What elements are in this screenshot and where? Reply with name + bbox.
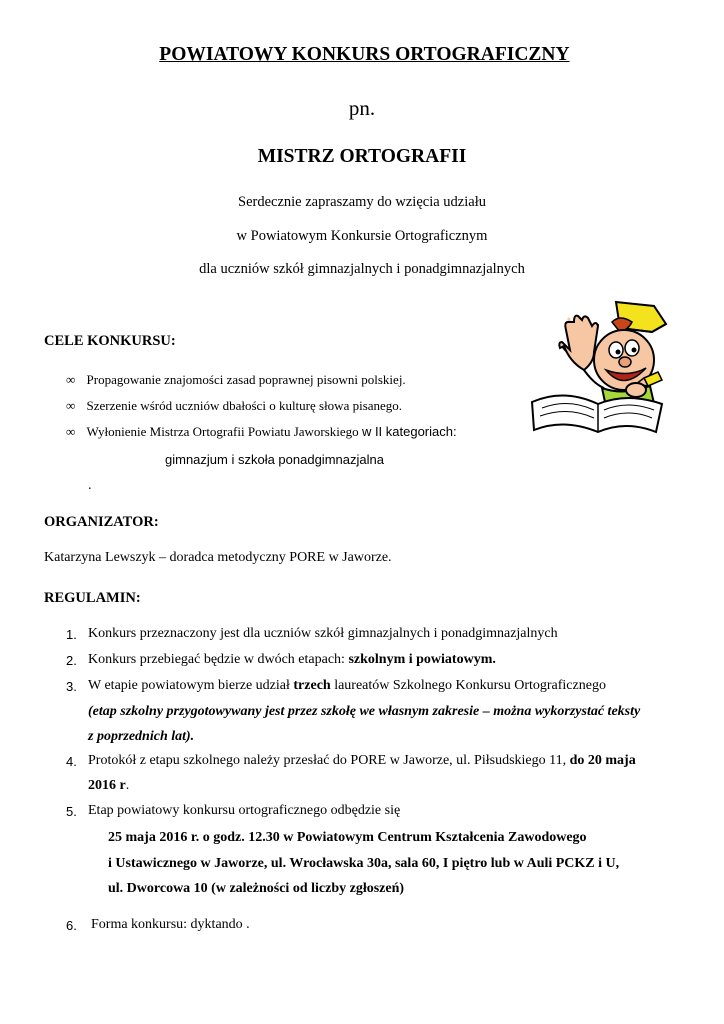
regulamin-number-2: 2. — [66, 653, 77, 668]
stray-dot: . — [88, 478, 92, 493]
intro-line-1: Serdecznie zapraszamy do wzięcia udziału — [238, 194, 486, 210]
regulamin-number-5: 5. — [66, 804, 77, 819]
infinity-bullet-icon: ∞ — [66, 372, 76, 387]
cele-item-3 — [66, 424, 457, 440]
regulamin-item-4: Protokół z etapu szkolnego należy przesłać do PORE w Jaworze, ul. Piłsudskiego 11, do 20 maja — [88, 753, 636, 768]
regulamin-item-6: Forma konkursu: dyktando . — [91, 917, 250, 932]
regulamin-item-2: Konkurs przebiegać będzie w dwóch etapach: szkolnym i powiatowym. — [88, 652, 496, 667]
cele-item-1 — [66, 372, 406, 388]
cele-item-3-continuation: gimnazjum i szkoła ponadgimnazjalna — [165, 452, 384, 467]
regulamin-number-3: 3. — [66, 679, 77, 694]
cele-item-text: Szerzenie wśród uczniów dbałości o kulturę słowa pisanego. — [86, 398, 403, 413]
cele-item-2 — [66, 398, 402, 414]
infinity-bullet-icon: ∞ — [66, 424, 76, 439]
regulamin-item-3-note-2: z poprzednich lat). — [88, 729, 195, 744]
regulamin-item-3-note-1: (etap szkolny przygotowywany jest przez szkołę we własnym zakresie – można wykorzystać teksty — [88, 704, 641, 719]
regulamin-item-5-detail-2: i Ustawicznego w Jaworze, ul. Wrocławska 30a, sala 60, I piętro lub w Auli PCKZ i U, — [108, 856, 620, 871]
subtitle-pn: pn. — [348, 96, 376, 120]
regulamin-item-1: Konkurs przeznaczony jest dla uczniów szkół gimnazjalnych i ponadgimnazjalnych — [88, 626, 558, 641]
cele-item-text: Wyłonienie Mistrza Ortografii Powiatu Jaworskiego — [86, 424, 362, 439]
organizator-text: Katarzyna Lewszyk – doradca metodyczny PORE w Jaworze. — [44, 550, 392, 565]
intro-line-3: dla uczniów szkół gimnazjalnych i ponadgimnazjalnych — [199, 261, 525, 277]
cele-item-text: Propagowanie znajomości zasad poprawnej pisowni polskiej. — [86, 372, 406, 387]
regulamin-item-5-detail-1: 25 maja 2016 r. o godz. 12.30 w Powiatowym Centrum Kształcenia Zawodowego — [108, 830, 587, 845]
cartoon-boy-illustration — [524, 292, 674, 442]
organizator-heading: ORGANIZATOR: — [44, 514, 159, 530]
infinity-bullet-icon: ∞ — [66, 398, 76, 413]
regulamin-item-5-detail-3: ul. Dworcowa 10 (w zależności od liczby zgłoszeń) — [108, 881, 405, 896]
regulamin-number-6: 6. — [66, 918, 77, 933]
regulamin-number-1: 1. — [66, 627, 77, 642]
cele-heading: CELE KONKURSU: — [44, 333, 176, 349]
contest-name: MISTRZ ORTOGRAFII — [257, 146, 467, 167]
regulamin-heading: REGULAMIN: — [44, 590, 141, 606]
regulamin-item-5: Etap powiatowy konkursu ortograficznego odbędzie się — [88, 803, 401, 818]
regulamin-item-3: W etapie powiatowym bierze udział trzech laureatów Szkolnego Konkursu Ortograficznego — [88, 678, 606, 693]
cele-item-text-sans: w II kategoriach: — [361, 424, 457, 439]
regulamin-number-4: 4. — [66, 754, 77, 769]
regulamin-item-4-cont: 2016 r. — [88, 778, 130, 793]
intro-line-2: w Powiatowym Konkursie Ortograficznym — [236, 228, 488, 244]
page-title: POWIATOWY KONKURS ORTOGRAFICZNY — [159, 44, 570, 65]
